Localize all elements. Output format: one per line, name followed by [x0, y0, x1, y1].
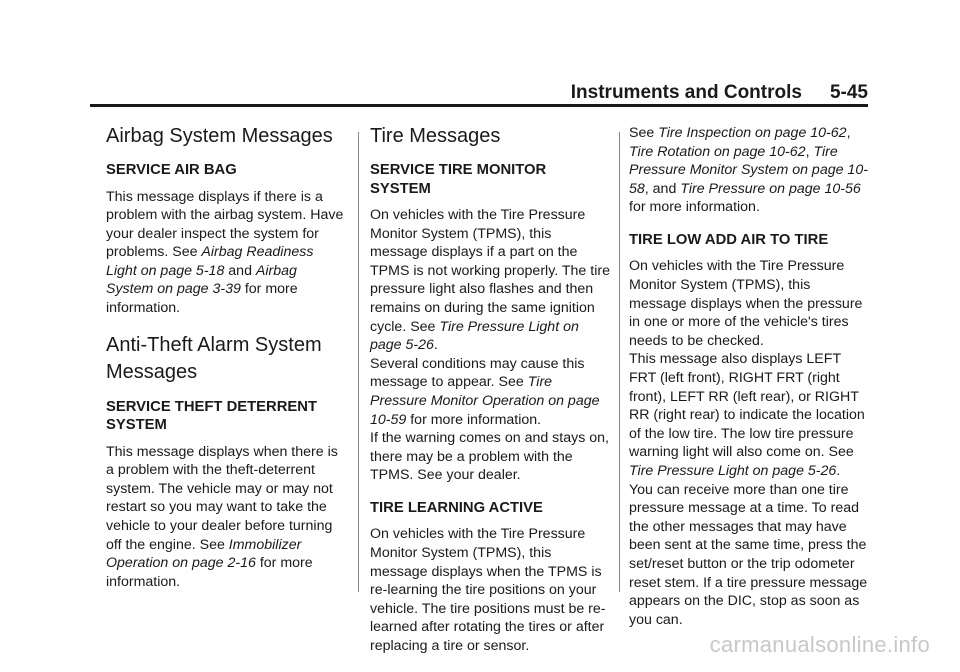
cross-reference-link[interactable]: Tire Pressure Monitor System on page 10-58 — [629, 143, 868, 197]
subheading-service-theft-deterrent: SERVICE THEFT DETERRENT SYSTEM — [106, 398, 318, 434]
heading-airbag-system-messages: Airbag System Messages — [106, 125, 333, 147]
cross-reference-link[interactable]: Tire Inspection on page 10-62 — [658, 125, 847, 141]
subheading-service-tire-monitor: SERVICE TIRE MONITOR SYSTEM — [370, 162, 547, 197]
paragraph: This message displays when there is a problem with the theft-deterrent system. The vehicle may or may not restart so you may want to take the vehicle to your dealer before turning off the engine. See Immobilizer Operation on page 2-16 for more information. — [106, 443, 338, 590]
column-1 — [106, 124, 346, 605]
header-rule — [90, 104, 868, 107]
paragraph: See Tire Inspection on page 10-62, Tire Rotation on page 10-62, Tire Pressure Monitor System on page 10-58, and Tire Pressure on page 10-56 for more information. — [629, 125, 868, 216]
heading-tire-messages: Tire Messages — [370, 125, 501, 147]
cross-reference-link[interactable]: Immobilizer Operation on page 2-16 — [106, 536, 302, 572]
paragraph: You can receive more than one tire pressure message at a time. To read the other messages that may have been sent at the same time, press the set/reset button or the trip odometer reset stem. If a tire pressure message appears on the DIC, stop as soon as you can. — [629, 481, 868, 628]
paragraph: On vehicles with the Tire Pressure Monitor System (TPMS), this message displays if a part on the TPMS is not working properly. The tire pressure light also flashes and then remains on during the same ignition cycle. See Tire Pressure Light on page 5-26. — [370, 207, 610, 354]
watermark: carmanualsonline.info — [709, 632, 930, 657]
section-title: Instruments and Controls — [570, 82, 802, 103]
paragraph: If the warning comes on and stays on, there may be a problem with the TPMS. See your dealer. — [370, 430, 609, 484]
subheading-tire-learning-active: TIRE LEARNING ACTIVE — [370, 499, 543, 516]
page-number: 5-45 — [829, 82, 868, 103]
page-header — [90, 82, 868, 102]
subheading-tire-low-add-air: TIRE LOW ADD AIR TO TIRE — [629, 231, 829, 248]
paragraph: This message displays if there is a problem with the airbag system. Have your dealer inspect the system for problems. See Airbag Readiness Light on page 5-18 and Airbag System on page 3-39 for more information. — [106, 188, 344, 317]
cross-reference-link[interactable]: Tire Pressure Light on page 5-26 — [629, 463, 837, 479]
paragraph: Several conditions may cause this message to appear. See Tire Pressure Monitor Operation on page 10-59 for more information. — [370, 355, 600, 428]
cross-reference-link[interactable]: Tire Pressure on page 10-56 — [680, 180, 861, 197]
paragraph: On vehicles with the Tire Pressure Monitor System (TPMS), this message displays when the pressure in one or more of the vehicle's tires needs to be checked. — [629, 258, 863, 349]
subheading-service-air-bag: SERVICE AIR BAG — [106, 162, 237, 178]
paragraph: This message also displays LEFT FRT (left front), RIGHT FRT (right front), LEFT RR (left rear), or RIGHT RR (right rear) to indicate the location of the low tire. The low tire pressure warning light will also come on. See Tire Pressure Light on page 5-26. — [629, 351, 865, 479]
paragraph: On vehicles with the Tire Pressure Monitor System (TPMS), this message displays when the TPMS is re-learning the tire positions on your vehicle. The tire positions must be re-learned after rotating the tires or after replacing a tire or sensor. — [370, 526, 606, 654]
column-divider — [358, 132, 359, 592]
cross-reference-link[interactable]: Tire Pressure Monitor Operation on page 10-59 — [370, 374, 600, 428]
cross-reference-link[interactable]: Airbag System on page 3-39 — [106, 262, 297, 298]
cross-reference-link[interactable]: Tire Pressure Light on page 5-26 — [370, 318, 579, 354]
cross-reference-link[interactable]: Tire Rotation on page 10-62 — [629, 143, 806, 160]
column-3 — [629, 124, 869, 643]
heading-anti-theft-alarm: Anti-Theft Alarm System Messages — [106, 333, 322, 383]
cross-reference-link[interactable]: Airbag Readiness Light on page 5-18 — [106, 244, 314, 279]
column-divider — [619, 132, 620, 592]
column-2 — [370, 124, 610, 670]
